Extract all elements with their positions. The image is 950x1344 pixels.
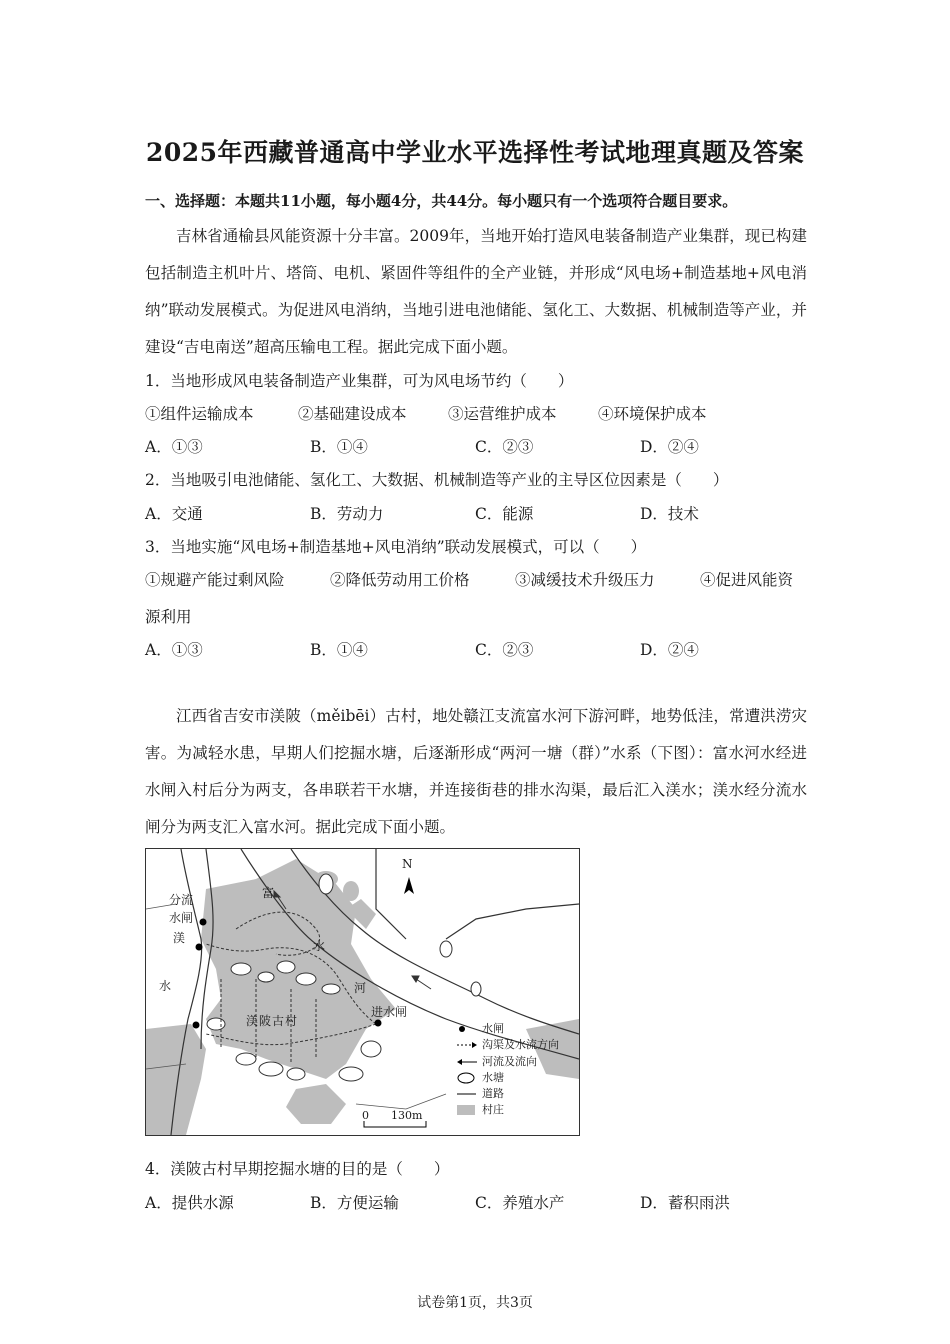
q1-item-3: ③运营维护成本 [448,405,557,423]
legend-pond: 水塘 [482,1070,504,1084]
legend-row [456,1102,559,1118]
q1-item-2: ②基础建设成本 [298,405,407,423]
q4-choice-c: C．养殖水产 [475,1194,565,1212]
label-shui-left: 水 [159,979,172,993]
page-footer: 试卷第1页，共3页 [417,1295,533,1311]
legend-row [456,1054,559,1070]
river-legend-icon [456,1056,478,1068]
scale-label: 0 130m [362,1109,423,1122]
q2-choice-c: C．能源 [475,505,534,523]
q1-choice-b: B．①④ [310,438,368,456]
question-1-stem: 1．当地形成风电装备制造产业集群，可为风电场节约（ ） [145,372,574,390]
q1-item-1: ①组件运输成本 [145,405,254,423]
legend-village: 村庄 [482,1103,504,1117]
legend-row [456,1037,559,1053]
question-2-stem: 2．当地吸引电池储能、氢化工、大数据、机械制造等产业的主导区位因素是（ ） [145,471,729,489]
question-2-choices [145,502,807,524]
q3-item-3: ③减缓技术升级压力 [515,571,655,589]
question-3-stem: 3．当地实施“风电场+制造基地+风电消纳”联动发展模式，可以（ ） [145,538,647,556]
page-title: 2025年西藏普通高中学业水平选择性考试地理真题及答案 [145,138,805,167]
village-legend-icon [456,1104,478,1116]
label-shui-right: 水 [313,939,326,953]
north-arrow-icon [404,877,414,894]
question-4-stem: 4．渼陂古村早期挖掘水塘的目的是（ ） [145,1160,450,1178]
q3-item-4: ④促进风能资 [700,571,794,589]
north-label: N [402,857,413,871]
q2-choice-b: B．劳动力 [310,505,384,523]
q1-item-4: ④环境保护成本 [598,405,707,423]
q3-choice-d: D．②④ [640,641,699,659]
q1-choice-a: A．①③ [145,438,203,456]
legend-gate: 水闸 [482,1022,504,1035]
q3-item-1: ①规避产能过剩风险 [145,571,285,589]
label-he: 河 [354,981,367,995]
label-jinshuizha: 进水闸 [371,1005,408,1019]
map-legend [456,1021,559,1119]
q3-item-2: ②降低劳动用工价格 [330,571,470,589]
q4-choice-a: A．提供水源 [145,1194,234,1212]
legend-row [456,1070,559,1086]
passage-1: 吉林省通榆县风能资源十分丰富。2009年，当地开始打造风电装备制造产业集群，现已构建包括制造主机叶片、塔筒、电机、紧固件等组件的全产业链，并形成“风电场+制造基地+风电消纳”联动发展模式。为促进风电消纳，当地引进电池储能、氢化工、大数据、机械制造等产业，并建设“吉电南送”超高压输电工程。据此完成下面小题。 [145,227,807,356]
village-gate [193,1022,200,1029]
question-3-items [145,568,807,590]
label-shuizha: 水闸 [169,911,194,925]
q2-choice-d: D．技术 [640,505,699,523]
section-heading: 一、选择题：本题共11小题，每小题4分，共44分。每小题只有一个选项符合题目要求。 [145,192,738,210]
label-fenliu: 分流 [169,893,194,907]
q2-choice-a: A．交通 [145,505,203,523]
question-1-choices [145,435,807,457]
question-4-choices [145,1191,807,1213]
q4-choice-b: B．方便运输 [310,1194,399,1212]
q1-choice-d: D．②④ [640,438,699,456]
label-fu: 富 [262,886,275,900]
q3-choice-a: A．①③ [145,641,203,659]
q3-choice-b: B．①④ [310,641,368,659]
canal-legend-icon [456,1039,478,1051]
question-1-items [145,402,807,424]
inlet-gate [375,1020,382,1027]
q1-choice-c: C．②③ [475,438,534,456]
legend-row [456,1021,559,1037]
q3-choice-c: C．②③ [475,641,534,659]
label-village: 渼陂古村 [246,1014,299,1028]
q3-item-4-continued: 源利用 [145,608,192,626]
legend-river: 河流及流向 [482,1054,537,1068]
pond-legend-icon [456,1072,478,1084]
diversion-gate [200,919,207,926]
passage-2: 江西省吉安市渼陂（měibēi）古村，地处赣江支流富水河下游河畔，地势低洼，常遭洪涝灾害。为减轻水患，早期人们挖掘水塘，后逐渐形成“两河一塘（群）”水系（下图）：富水河水经进水闸入村后分为两支，各串联若干水塘，并连接街巷的排水沟渠，最后汇入渼水；渼水经分流水闸分为两支汇入富水河。据此完成下面小题。 [145,707,807,836]
road-legend-icon [456,1088,478,1100]
legend-road: 道路 [482,1087,504,1101]
legend-row [456,1086,559,1102]
mei-gate [196,944,203,951]
question-3-choices [145,638,807,660]
legend-canal: 沟渠及水流方向 [482,1038,559,1052]
q4-choice-d: D．蓄积雨洪 [640,1194,730,1212]
label-mei: 渼 [173,931,186,945]
gate-legend-icon [456,1023,478,1035]
